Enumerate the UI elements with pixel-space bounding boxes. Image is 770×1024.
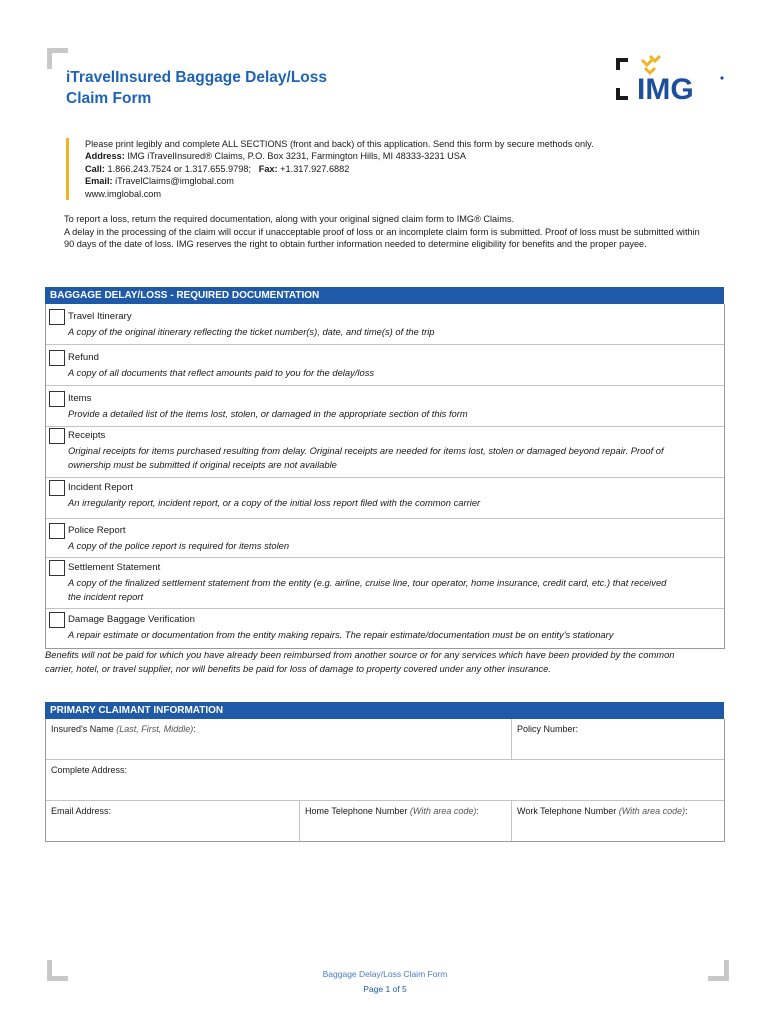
benefits-note: Benefits will not be paid for which you have already been reimbursed from another source or for any services which have been provided by the common carrier, hotel, or travel supplier, nor will benefits be paid for loss of damage to property covered under any other insurance. — [45, 649, 675, 675]
complete-address-field[interactable]: Complete Address: — [46, 760, 724, 801]
intro-phone: Call: 1.866.243.7524 or 1.317.655.9798; Fax: +1.317.927.6882 — [85, 163, 350, 174]
items-checkbox[interactable] — [49, 391, 65, 407]
incident-report-checkbox[interactable] — [49, 480, 65, 496]
documentation-heading: BAGGAGE DELAY/LOSS - REQUIRED DOCUMENTATION — [45, 287, 724, 304]
work-telephone-field[interactable]: Work Telephone Number (With area code): — [517, 806, 688, 816]
corner-mark-top-left — [47, 48, 68, 69]
form-title — [66, 67, 327, 109]
intro-address: Address: IMG iTravelInsured® Claims, P.O. Box 3231, Farmington Hills, MI 48333-3231 USA — [85, 151, 467, 162]
policy-number-field[interactable]: Policy Number: — [512, 719, 724, 760]
doc-item-police-report: Police Report A copy of the police report is required for items stolen — [46, 519, 724, 558]
intro-email: Email: iTravelClaims@imglobal.com — [85, 176, 234, 187]
settlement-statement-checkbox[interactable] — [49, 560, 65, 576]
documentation-table — [45, 304, 725, 649]
doc-item-incident-report: Incident Report An irregularity report, incident report, or a copy of the initial loss report filed with the common carrier — [46, 478, 724, 519]
doc-item-travel-itinerary: Travel Itinerary A copy of the original itinerary reflecting the ticket number(s), date, and time(s) of the trip — [46, 304, 724, 345]
doc-item-damage-baggage-verification: Damage Baggage Verification A repair estimate or documentation from the entity making repairs. The repair estimate/documentation must be on entity's stationary — [46, 609, 724, 648]
receipts-checkbox[interactable] — [49, 428, 65, 444]
travel-itinerary-checkbox[interactable] — [49, 309, 65, 325]
damage-baggage-verification-checkbox[interactable] — [49, 612, 65, 628]
form-title-line1: iTravelInsured Baggage Delay/Loss — [66, 69, 328, 86]
doc-item-settlement-statement: Settlement Statement A copy of the finalized settlement statement from the entity (e.g. airline, cruise line, tour operator, home insurance, credit card, etc.) that received the incident report — [46, 558, 724, 609]
intro-website: www.imglobal.com — [85, 188, 162, 199]
refund-checkbox[interactable] — [49, 350, 65, 366]
footer-page-number: Page 1 of 5 — [363, 984, 407, 994]
email-address-field[interactable]: Email Address: — [46, 801, 300, 841]
footer-form-name: Baggage Delay/Loss Claim Form — [322, 969, 448, 979]
img-logo-text: IMG — [637, 73, 694, 104]
intro-block — [66, 138, 755, 200]
img-logo — [614, 54, 726, 104]
insured-name-field[interactable]: Insured's Name (Last, First, Middle): — [46, 719, 512, 760]
intro-instruction: Please print legibly and complete ALL SECTIONS (front and back) of this application. Send this form by secure methods only. — [85, 139, 594, 149]
claimant-table — [45, 719, 725, 842]
doc-item-receipts: Receipts Original receipts for items purchased resulting from delay. Original receipts are needed for items lost, stolen or damaged beyond repair. Proof of ownership must be submitted if original receipts are not available — [46, 427, 724, 478]
claimant-heading: PRIMARY CLAIMANT INFORMATION — [45, 702, 724, 719]
form-title-line2: Claim Form — [66, 90, 152, 107]
doc-item-items: Items Provide a detailed list of the items lost, stolen, or damaged in the appropriate section of this form — [46, 386, 724, 427]
police-report-checkbox[interactable] — [49, 523, 65, 539]
instructions-paragraph: To report a loss, return the required documentation, along with your original signed claim form to IMG® Claims. A delay in the processing of the claim will occur if unacceptable proof of loss or an incomplete claim form is submitted. Proof of loss must be submitted within 90 days of the date of loss. IMG reserves the right to obtain further information needed to determine eligibility for benefits and the proper payee. — [64, 214, 700, 250]
home-telephone-field[interactable]: Home Telephone Number (With area code): — [300, 801, 512, 841]
doc-item-refund: Refund A copy of all documents that reflect amounts paid to you for the delay/loss — [46, 345, 724, 386]
